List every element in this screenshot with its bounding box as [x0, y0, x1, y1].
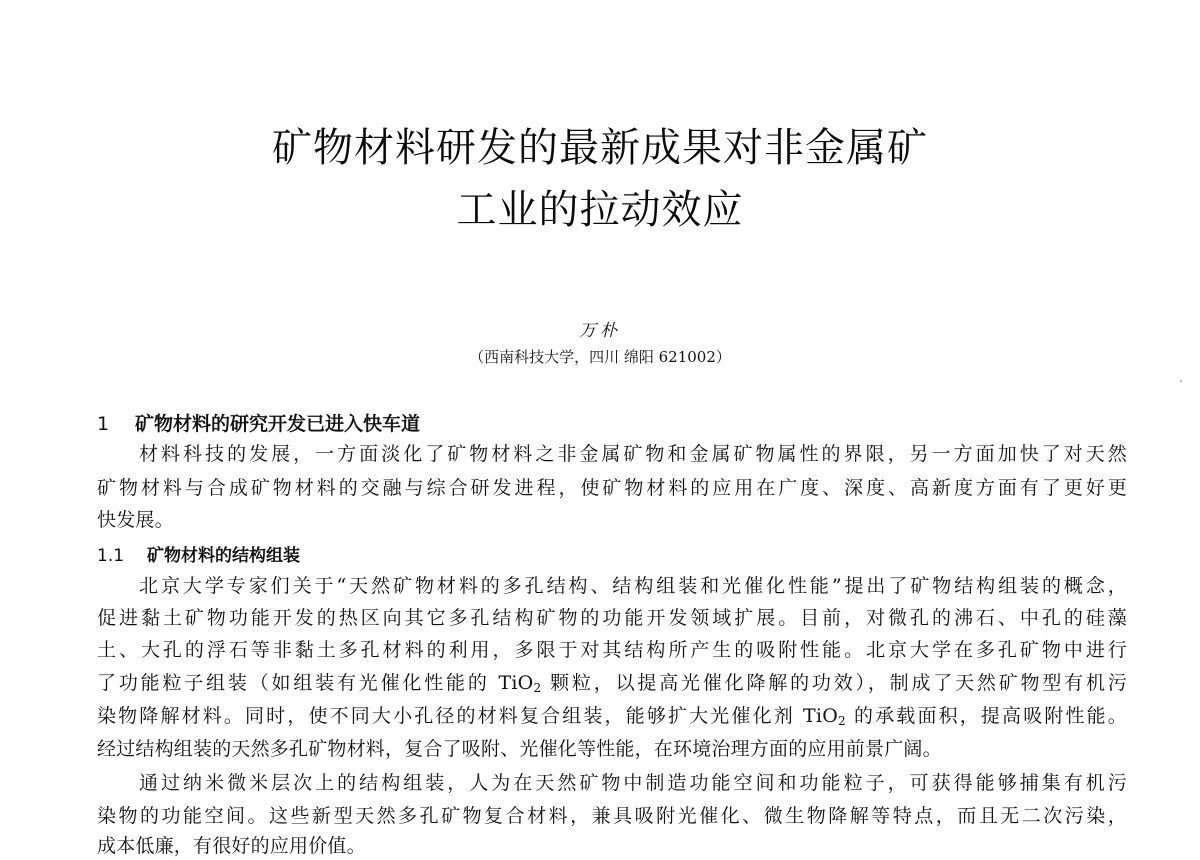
author-name: 万朴: [579, 321, 621, 341]
subscript: 2: [837, 714, 846, 728]
paragraph-line: 染物的功能空间。这些新型天然多孔矿物复合材料，兼具吸附光催化、微生物降解等特点，而且无二次污染，: [97, 805, 1127, 827]
subsection-title: 矿物材料的结构组装: [147, 546, 300, 566]
paragraph-line: 经过结构组装的天然多孔矿物材料，复合了吸附、光催化等性能，在环境治理方面的应用前景广阔。: [97, 738, 942, 760]
paragraph-line: 土、大孔的浮石等非黏土多孔材料的利用，多限于对其结构所产生的吸附性能。北京大学在多孔矿物中进行: [97, 639, 1127, 661]
paragraph-line: 通过纳米微米层次上的结构组装，人为在天然矿物中制造功能空间和功能粒子，可获得能够捕集有机污: [139, 772, 1127, 794]
paragraph-line: [97, 670, 1127, 696]
text-run: 颗粒，以提高光催化降解的功效），制成了天然矿物型有机污: [541, 672, 1127, 694]
author-affiliation: （西南科技大学，四川 绵阳 621002）: [469, 348, 731, 366]
section-1-1-heading: [97, 541, 300, 566]
text-run: 了功能粒子组装（如组装有光催化性能的 TiO: [97, 672, 534, 694]
section-number: 1: [97, 413, 110, 435]
section-1-heading: [97, 409, 420, 436]
paper-title-line-1: 矿物材料研发的最新成果对非金属矿: [272, 125, 928, 171]
scan-speck: [1180, 380, 1182, 382]
paragraph-line: 材料科技的发展，一方面淡化了矿物材料之非金属矿物和金属矿物属性的界限，另一方面加快了对天然: [139, 443, 1127, 465]
paragraph-line: [97, 703, 1127, 729]
subscript: 2: [533, 681, 542, 695]
section-title: 矿物材料的研究开发已进入快车道: [135, 413, 421, 435]
paragraph-line: 快发展。: [97, 509, 174, 531]
text-run: 染物降解材料。同时，使不同大小孔径的材料复合组装，能够扩大光催化剂 TiO: [97, 705, 838, 727]
paragraph-line: 矿物材料与合成矿物材料的交融与综合研发进程，使矿物材料的应用在广度、深度、高新度方面有了更好更: [97, 477, 1127, 499]
paragraph-line: 成本低廉，有很好的应用价值。: [97, 835, 366, 857]
text-run: 的承载面积，提高吸附性能。: [845, 705, 1127, 727]
paragraph-line: 北京大学专家们关于“天然矿物材料的多孔结构、结构组装和光催化性能”提出了矿物结构组装的概念，: [139, 575, 1127, 597]
paragraph-line: 促进黏土矿物功能开发的热区向其它多孔结构矿物的功能开发领域扩展。目前，对微孔的沸石、中孔的硅藻: [97, 607, 1127, 629]
subsection-number: 1.1: [97, 546, 125, 566]
paper-title-line-2: 工业的拉动效应: [456, 187, 744, 233]
